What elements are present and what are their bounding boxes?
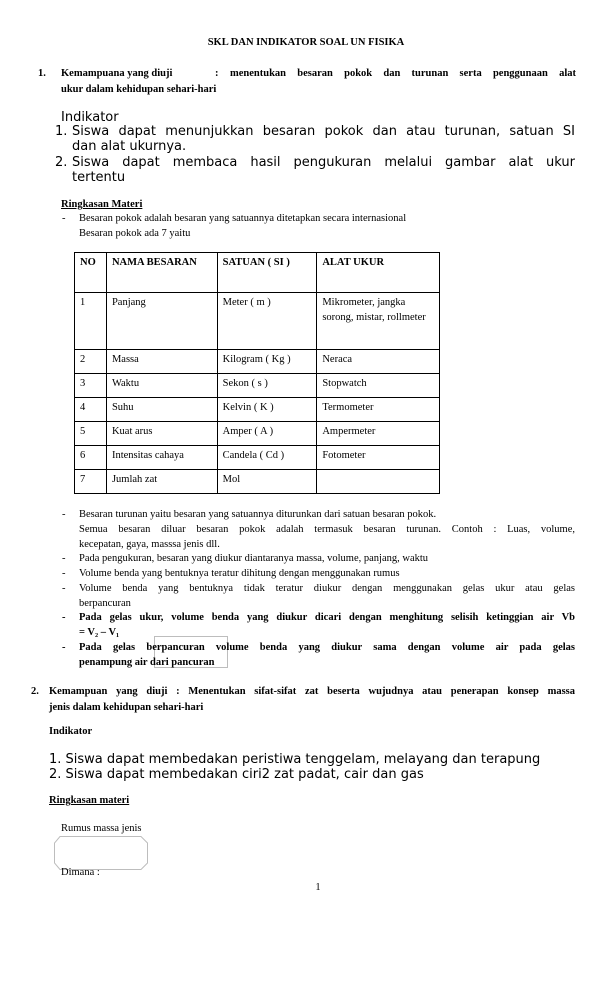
table-cell-satuan: Candela ( Cd ) [217, 446, 317, 470]
table-row [75, 374, 440, 398]
table-cell-nama: Massa [106, 350, 217, 374]
bullet-dash: - [62, 553, 66, 564]
section-1-sep: : [215, 68, 219, 79]
table-cell-no: 5 [75, 422, 107, 446]
table-cell-nama: Suhu [106, 398, 217, 422]
section-2-indikator-1: 1. Siswa dapat membedakan peristiwa tenggelam, melayang dan terapung [49, 752, 541, 767]
table-cell-no: 6 [75, 446, 107, 470]
table-cell-alat: Termometer [317, 398, 440, 422]
section-2-indikator-2: 2. Siswa dapat membedakan ciri2 zat padat, cair dan gas [49, 767, 424, 782]
section-1-label: Kemampuana yang diuji [61, 68, 173, 79]
indikator-title: Indikator [61, 110, 119, 125]
table-cell-nama: Jumlah zat [106, 470, 217, 494]
intro-line-1: Besaran pokok adalah besaran yang satuannya ditetapkan secara internasional [79, 213, 407, 224]
intro-line-2: Besaran pokok ada 7 yaitu [79, 228, 191, 239]
table-cell-alat: Ampermeter [317, 422, 440, 446]
bullet-6-line-2: penampung air dari pancuran [79, 657, 215, 668]
indikator-2-num: 2. [55, 155, 68, 170]
table-cell-nama: Intensitas cahaya [106, 446, 217, 470]
table-cell-alat: Stopwatch [317, 374, 440, 398]
section-2-number: 2. [31, 686, 39, 697]
table-cell-satuan: Mol [217, 470, 317, 494]
table-row [75, 293, 440, 350]
table-cell-satuan: Kilogram ( Kg ) [217, 350, 317, 374]
section-1-number: 1. [38, 68, 46, 79]
table-header-no: NO [75, 253, 107, 293]
bullet-3: Volume benda yang bentuknya teratur dihitung dengan menggunakan rumus [79, 568, 400, 579]
table-cell-nama: Panjang [106, 293, 217, 350]
section-2-heading: Kemampuan yang diuji : Menentukan sifat-sifat zat beserta wujudnya atau penerapan konsep massa [49, 686, 575, 697]
bullet-dash: - [62, 509, 66, 520]
section-2-indikator-title: Indikator [49, 726, 93, 737]
section-1-heading-cont: ukur dalam kehidupan sehari-hari [61, 84, 217, 95]
table-cell-nama: Kuat arus [106, 422, 217, 446]
bullet-1-line-2: Semua besaran diluar besaran pokok adalah termasuk besaran turunan. Contoh : Luas, volume, [79, 524, 575, 535]
page-number: 1 [315, 882, 321, 893]
bullet-1-line-3: kecepatan, gaya, masssa jenis dll. [79, 539, 220, 550]
table-row [75, 470, 440, 494]
indikator-1-num: 1. [55, 124, 68, 139]
table-cell-satuan: Kelvin ( K ) [217, 398, 317, 422]
table-row [75, 422, 440, 446]
page-title: SKL DAN INDIKATOR SOAL UN FISIKA [207, 37, 405, 48]
table-row [75, 398, 440, 422]
bullet-5-line-1: Pada gelas ukur, volume benda yang diukur dicari dengan menghitung selisih ketinggian air Vb [79, 612, 575, 623]
table-cell-no: 1 [75, 293, 107, 350]
table-cell-nama: Waktu [106, 374, 217, 398]
ringkasan-title: Ringkasan Materi [61, 199, 143, 210]
table-row [75, 350, 440, 374]
section-2-heading-cont: jenis dalam kehidupan sehari-hari [49, 702, 204, 713]
table-header-satuan: SATUAN ( SI ) [217, 253, 317, 293]
bullet-dash: - [62, 642, 66, 653]
table-cell-satuan: Sekon ( s ) [217, 374, 317, 398]
bullet-1-line-1: Besaran turunan yaitu besaran yang satuannya diturunkan dari satuan besaran pokok. [79, 509, 437, 520]
table-cell-satuan: Amper ( A ) [217, 422, 317, 446]
table-header-nama: NAMA BESARAN [106, 253, 217, 293]
table-cell-no: 3 [75, 374, 107, 398]
table-cell-satuan: Meter ( m ) [217, 293, 317, 350]
dimana-label: Dimana : [61, 867, 100, 878]
bullet-5-line-2: = V₂ – V₁ [79, 627, 120, 638]
bullet-2: Pada pengukuran, besaran yang diukur diantaranya massa, volume, panjang, waktu [79, 553, 429, 564]
formula-placeholder [54, 836, 148, 870]
rumus-label: Rumus massa jenis [61, 823, 142, 834]
table-cell-no: 7 [75, 470, 107, 494]
bullet-dash: - [62, 213, 66, 224]
table-cell-alat: Neraca [317, 350, 440, 374]
bullet-6-line-1: Pada gelas berpancuran volume benda yang diukur sama dengan volume air pada gelas [79, 642, 575, 653]
bullet-dash: - [62, 568, 66, 579]
table-cell-alat: Mikrometer, jangka sorong, mistar, rollmeter [317, 293, 440, 350]
table-cell-no: 4 [75, 398, 107, 422]
table-cell-alat [317, 470, 440, 494]
bullet-4-line-1: Volume benda yang bentuknya tidak teratur diukur dengan menggunakan gelas ukur atau gelas [79, 583, 575, 594]
table-row [75, 446, 440, 470]
table-cell-alat: Fotometer [317, 446, 440, 470]
section-1-heading: menentukan besaran pokok dan turunan serta penggunaan alat [230, 68, 576, 79]
bullet-4-line-2: berpancuran [79, 598, 131, 609]
table-header-alat: ALAT UKUR [317, 253, 440, 293]
indikator-2-text: Siswa dapat membaca hasil pengukuran melalui gambar alat ukur [72, 155, 575, 170]
table-cell-no: 2 [75, 350, 107, 374]
indikator-2-text-cont: tertentu [72, 170, 126, 185]
bullet-dash: - [62, 583, 66, 594]
bullet-dash: - [62, 612, 66, 623]
besaran-pokok-table [74, 252, 440, 494]
table-header-row [75, 253, 440, 293]
indikator-1-text-cont: dan alat ukurnya. [72, 139, 187, 154]
section-2-ringkasan-title: Ringkasan materi [49, 795, 130, 806]
indikator-1-text: Siswa dapat menunjukkan besaran pokok dan atau turunan, satuan SI [72, 124, 575, 139]
